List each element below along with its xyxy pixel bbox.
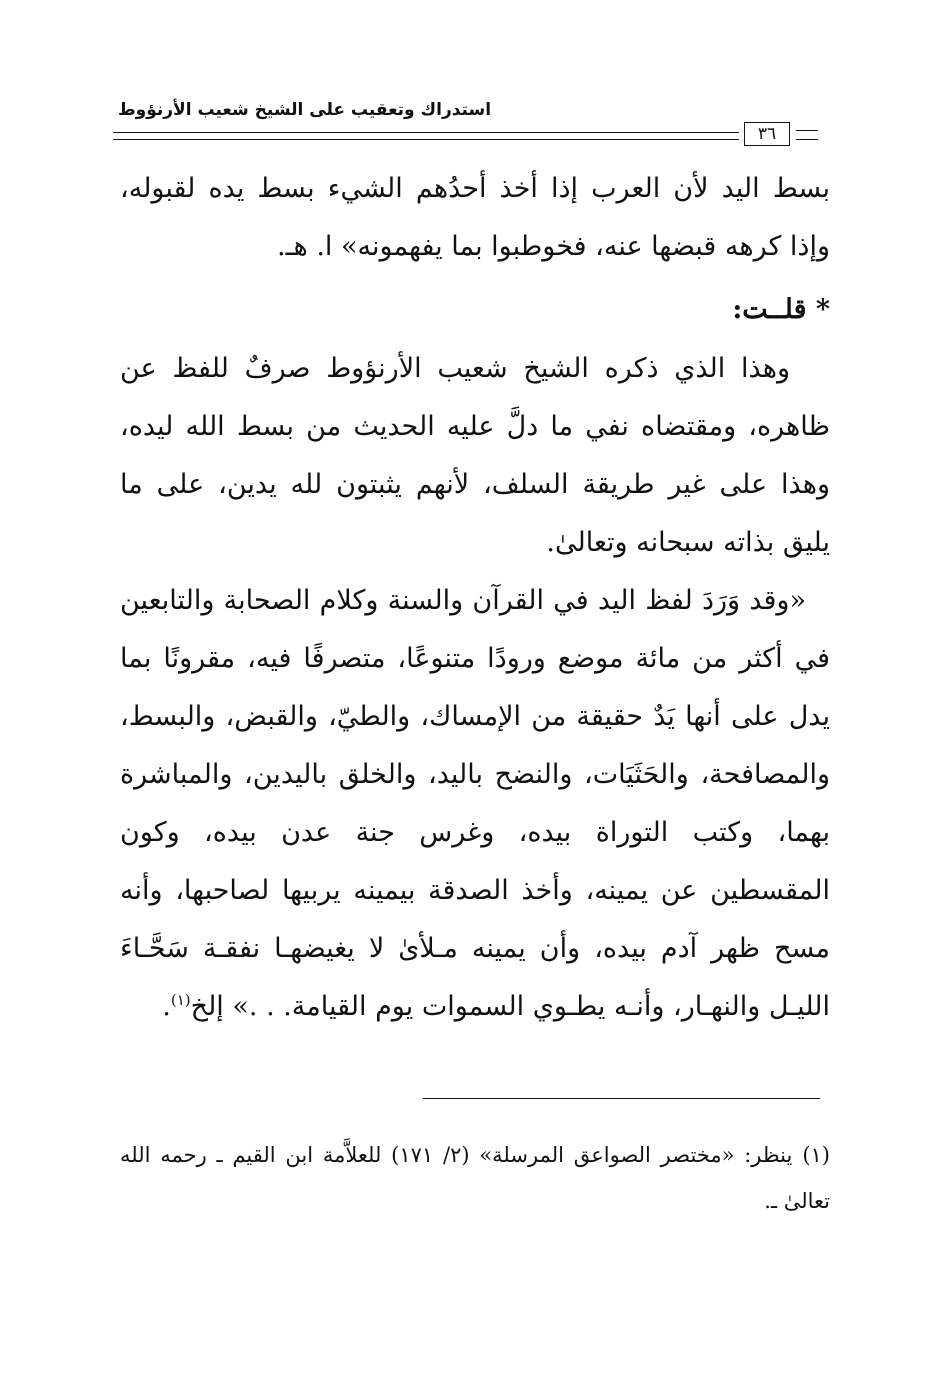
footnote-number: (١) (802, 1143, 830, 1167)
footnote (120, 1132, 830, 1224)
page-number: ٣٦ (744, 122, 790, 146)
quotation-end: . (162, 991, 171, 1022)
running-title: استدراك وتعقيب على الشيخ شعيب الأرنؤوط (118, 100, 492, 120)
footnote-text: ينظر: «مختصر الصواعق المرسلة» (٢/ ١٧١) للعلاَّمة ابن القيم ـ رحمه الله تعالىٰ ـ. (120, 1143, 830, 1213)
paragraph-commentary: وهذا الذي ذكره الشيخ شعيب الأرنؤوط صرفٌ للفظ عن ظاهره، ومقتضاه نفي ما دلَّ عليه الحديث من بسط الله ليده، وهذا على غير طريقة السلف، لأنهم يثبتون لله يدين، على ما يليق بذاته سبحانه وتعالىٰ. (120, 353, 830, 558)
quotation-text: «وقد وَرَدَ لفظ اليد في القرآن والسنة وكلام الصحابة والتابعين في أكثر من مائة موضع ورودًا متنوعًا، متصرفًا فيه، مقرونًا بما يدل على أنها يَدٌ حقيقة من الإمساك، والطيّ، والقبض، والبسط، والمصافحة، والحَثَيَات، والنضح باليد، والخلق باليدين، والمباشرة بهما، وكتب التوراة بيده، وغرس جنة عدن بيده، وكون المقسطين عن يمينه، وأخذ الصدقة بيمينه يربيها لصاحبها، وأنه مسح ظهر آدم بيده، وأن يمينه مـلأىٰ لا يغيضهـا نفقـة سَحَّـاءَ الليـل والنهـار، وأنـه يطـوي السموات يوم القيامة. . .» إلخ (120, 585, 830, 1022)
footnote-reference: (١) (170, 991, 191, 1009)
paragraph-quotation (120, 572, 830, 1036)
section-heading: * قلــت: (732, 294, 830, 325)
header-rule-lower (113, 139, 739, 140)
page-number-rule-lower (796, 139, 818, 140)
paragraph-continuation: بسط اليد لأن العرب إذا أخذ أحدُهم الشيء بسط يده لقبوله، وإذا كرهه قبضها عنه، فخوطبوا بما يفهمونه» ا. هـ. (120, 173, 830, 262)
page-number-rule-upper (796, 130, 818, 131)
header-rule-upper (113, 132, 739, 133)
footnote-separator (423, 1098, 820, 1099)
